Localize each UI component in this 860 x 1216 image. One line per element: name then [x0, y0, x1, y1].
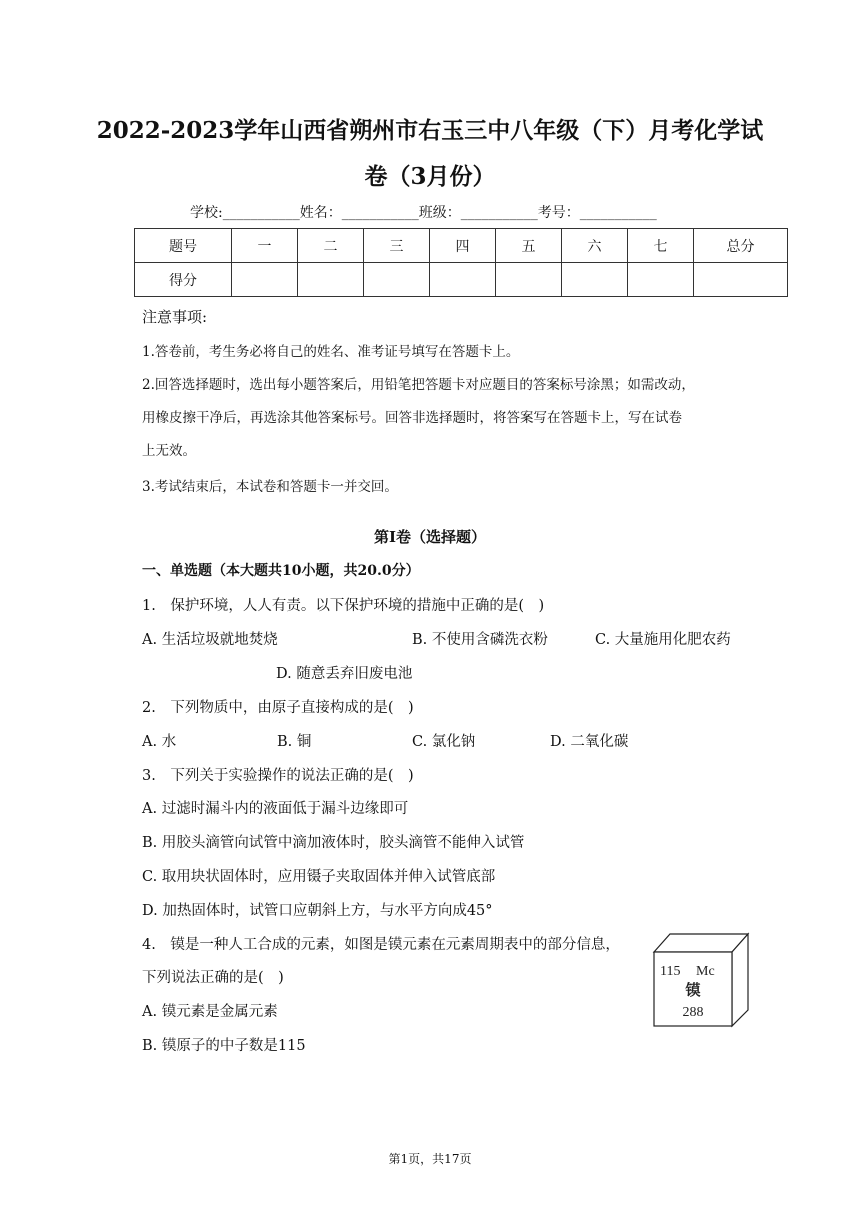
notice-item: 2.回答选择题时，选出每小题答案后，用铅笔把答题卡对应题目的答案标号涂黑；如需改动， — [142, 377, 695, 393]
score-header-cell: 题号 — [135, 229, 232, 263]
exam-title-line2: 卷（3月份） — [364, 163, 496, 190]
notice-item: 1.答卷前，考生务必将自己的姓名、准考证号填写在答题卡上。 — [142, 344, 520, 360]
score-cell — [628, 263, 694, 297]
element-card-figure — [650, 930, 750, 1030]
part-heading: 一、单选题（本大题共10小题，共20.0分） — [142, 563, 420, 579]
question-3-option-d: D. 加热固体时，试管口应朝斜上方，与水平方向成45° — [142, 903, 493, 919]
score-header-cell: 五 — [496, 229, 562, 263]
element-atomic-number: 115 — [660, 964, 681, 979]
question-1-option-c: C. 大量施用化肥农药 — [595, 632, 731, 648]
score-header-cell: 六 — [562, 229, 628, 263]
question-3-stem: 3. 下列关于实验操作的说法正确的是( ) — [142, 768, 414, 784]
question-4-option-b: B. 镆原子的中子数是115 — [142, 1038, 306, 1054]
score-header-cell: 一 — [232, 229, 298, 263]
exam-title-line1: 2022-2023学年山西省朔州市右玉三中八年级（下）月考化学试 — [96, 117, 764, 144]
notice-item: 上无效。 — [142, 443, 196, 459]
element-atomic-mass: 288 — [682, 1005, 704, 1020]
element-name: 镆 — [685, 981, 701, 999]
question-2-option-a: A. 水 — [142, 734, 177, 750]
score-table — [134, 228, 788, 297]
score-cell — [298, 263, 364, 297]
question-3-option-a: A. 过滤时漏斗内的液面低于漏斗边缘即可 — [142, 801, 409, 817]
score-cell — [694, 263, 788, 297]
score-header-cell: 二 — [298, 229, 364, 263]
question-1-stem: 1. 保护环境，人人有责。以下保护环境的措施中正确的是( ) — [142, 598, 545, 614]
score-table-header-row — [135, 229, 788, 263]
question-4-stem-line1: 4. 镆是一种人工合成的元素，如图是镆元素在元素周期表中的部分信息， — [142, 937, 620, 953]
score-header-cell: 四 — [430, 229, 496, 263]
question-4-stem-line2: 下列说法正确的是( ) — [142, 970, 284, 986]
question-2-option-c: C. 氯化钠 — [412, 734, 476, 750]
question-3-option-b: B. 用胶头滴管向试管中滴加液体时，胶头滴管不能伸入试管 — [142, 835, 525, 851]
score-cell — [232, 263, 298, 297]
question-1-option-d: D. 随意丢弃旧废电池 — [276, 666, 413, 682]
page-footer: 第1页，共17页 — [388, 1152, 472, 1166]
question-4-option-a: A. 镆元素是金属元素 — [142, 1004, 278, 1020]
score-cell — [562, 263, 628, 297]
notice-heading: 注意事项: — [142, 308, 208, 326]
score-table-score-row — [135, 263, 788, 297]
score-header-cell: 总分 — [694, 229, 788, 263]
score-cell — [430, 263, 496, 297]
question-3-option-c: C. 取用块状固体时，应用镊子夹取固体并伸入试管底部 — [142, 869, 496, 885]
score-cell — [496, 263, 562, 297]
score-header-cell: 三 — [364, 229, 430, 263]
element-symbol: Mc — [696, 964, 715, 979]
score-cell — [364, 263, 430, 297]
section-title: 第I卷（选择题） — [373, 528, 487, 546]
notice-item: 3.考试结束后，本试卷和答题卡一并交回。 — [142, 479, 398, 495]
question-2-option-b: B. 铜 — [277, 734, 312, 750]
question-1-option-b: B. 不使用含磷洗衣粉 — [412, 632, 548, 648]
notice-item: 用橡皮擦干净后，再选涂其他答案标号。回答非选择题时，将答案写在答题卡上，写在试卷 — [142, 410, 682, 426]
score-row-label: 得分 — [135, 263, 232, 297]
question-1-option-a: A. 生活垃圾就地焚烧 — [142, 632, 278, 648]
student-info-line: 学校:___________姓名：___________班级：___________考号：___________ — [190, 205, 657, 221]
score-header-cell: 七 — [628, 229, 694, 263]
question-2-option-d: D. 二氧化碳 — [550, 734, 629, 750]
question-2-stem: 2. 下列物质中，由原子直接构成的是( ) — [142, 700, 414, 716]
